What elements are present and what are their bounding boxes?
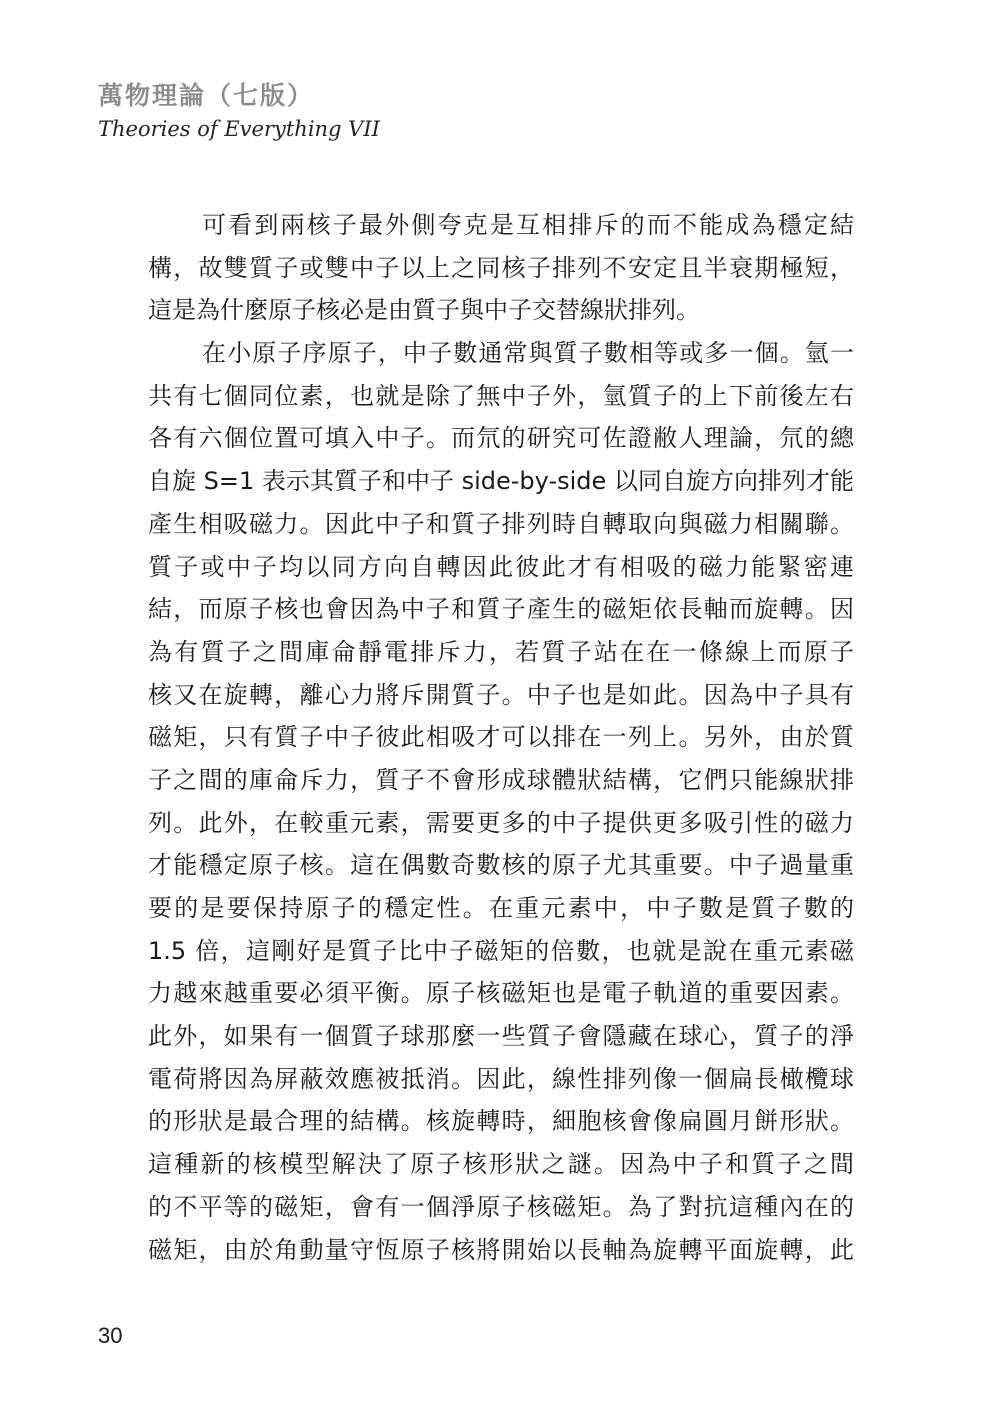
text-line: 列。此外，在較重元素，需要更多的中子提供更多吸引性的磁力 [148,808,854,837]
text-line: 結，而原子核也會因為中子和質子產生的磁矩依長軸而旋轉。因 [148,595,854,624]
text-line: 子之間的庫侖斥力，質子不會形成球體狀結構，它們只能線狀排 [148,765,854,794]
text-line: 的不平等的磁矩，會有一個淨原子核磁矩。為了對抗這種內在的 [148,1192,854,1221]
text-line: 電荷將因為屏蔽效應被抵消。因此，線性排列像一個扁長橄欖球 [148,1064,854,1093]
text-line: 共有七個同位素，也就是除了無中子外，氫質子的上下前後左右 [148,381,854,410]
text-line: 1.5 倍，這剛好是質子比中子磁矩的倍數，也就是說在重元素磁 [148,936,854,965]
text-line: 此外，如果有一個質子球那麼一些質子會隱藏在球心，質子的淨 [148,1022,854,1051]
text-line: 這是為什麼原子核必是由質子與中子交替線狀排列。 [148,296,700,325]
text-line: 在小原子序原子，中子數通常與質子數相等或多一個。氫一 [202,339,854,368]
text-line: 磁矩，由於角動量守恆原子核將開始以長軸為旋轉平面旋轉，此 [148,1235,854,1264]
text-line: 產生相吸磁力。因此中子和質子排列時自轉取向與磁力相關聯。 [148,509,854,538]
text-line: 才能穩定原子核。這在偶數奇數核的原子尤其重要。中子過量重 [148,851,854,880]
book-title-chinese: 萬物理論（七版） [98,81,315,110]
text-line: 自旋 S=1 表示其質子和中子 side-by-side 以同自旋方向排列才能 [148,467,854,496]
text-line: 為有質子之間庫侖靜電排斥力，若質子站在在一條線上而原子 [148,637,854,666]
text-line: 可看到兩核子最外側夸克是互相排斥的而不能成為穩定結 [202,211,854,239]
text-line: 這種新的核模型解決了原子核形狀之謎。因為中子和質子之間 [148,1150,854,1179]
body-text [148,204,854,1271]
text-line: 力越來越重要必須平衡。原子核磁矩也是電子軌道的重要因素。 [148,979,854,1008]
text-line: 核又在旋轉，離心力將斥開質子。中子也是如此。因為中子具有 [148,680,854,709]
text-line: 質子或中子均以同方向自轉因此彼此才有相吸的磁力能緊密連 [148,552,854,581]
text-line: 各有六個位置可填入中子。而氘的研究可佐證敝人理論，氘的總 [148,424,854,453]
page-number: 30 [98,1323,123,1348]
text-line: 的形狀是最合理的結構。核旋轉時，細胞核會像扁圓月餅形狀。 [148,1107,854,1136]
text-line: 要的是要保持原子的穩定性。在重元素中，中子數是質子數的 [148,894,854,922]
text-line: 磁矩，只有質子中子彼此相吸才可以排在一列上。另外，由於質 [148,723,854,752]
running-header [98,80,380,144]
book-title-english: Theories of Everything VII [98,117,380,141]
text-line: 構，故雙質子或雙中子以上之同核子排列不安定且半衰期極短， [148,253,854,282]
